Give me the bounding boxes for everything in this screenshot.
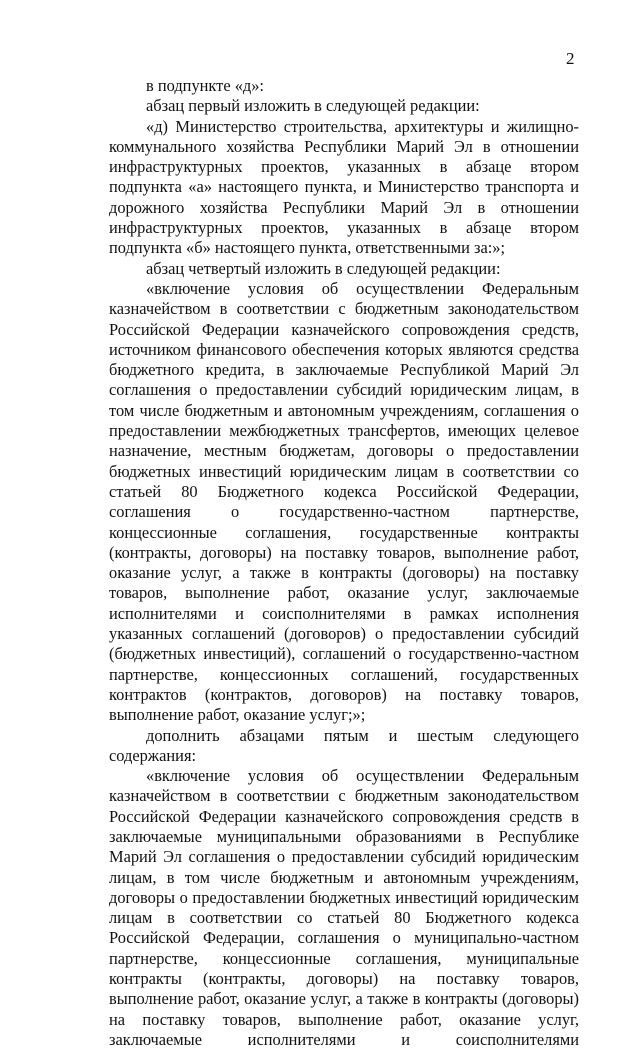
- document-body: [109, 76, 579, 1050]
- paragraph-subpoint-d: в подпункте «д»:: [146, 76, 264, 95]
- paragraph-fourth-abzac-instruction: абзац четвертый изложить в следующей редакции:: [146, 258, 501, 278]
- paragraph-fifth-abzac-text: «включение условия об осуществлении Федеральным казначейством в соответствии с бюджетным законодательством Российской Федерации казначейского сопровождения средств в заключаемые муниципальными образованиями в Республике Марий Эл соглашения о предоставлении субсидий юридическим лицам, в том числе бюджетным и автономным учреждениям, договоры о предоставлении бюджетных инвестиций юридическим лицам в соответствии со статьей 80 Бюджетного кодекса Российской Федерации, соглашения о муниципально-частном партнерстве, концессионные соглашения, муниципальные контракты (контракты, договоры) на поставку товаров, выполнение работ, оказание услуг, а также в контракты (договоры) на поставку товаров, выполнение работ, оказание услуг, заключаемые исполнителями и соисполнителями: [109, 766, 579, 1049]
- page-number: 2: [566, 49, 575, 68]
- paragraph-first-abzac-instruction: абзац первый изложить в следующей редакции:: [146, 96, 480, 116]
- paragraph-fourth-abzac-text: «включение условия об осуществлении Федеральным казначейством в соответствии с бюджетным законодательством Российской Федерации казначейского сопровождения средств, источником финансового обеспечения которых являются средства бюджетного кредита, в заключаемые Республикой Марий Эл соглашения о предоставлении субсидий юридическим лицам, в том числе бюджетным и автономным учреждениям, соглашения о предоставлении межбюджетных трансфертов, имеющих целевое назначение, местным бюджетам, договоры о предоставлении бюджетных инвестиций юридическим лицам в соответствии со статьей 80 Бюджетного кодекса Российской Федерации, соглашения о государственно-частном партнерстве, концессионные соглашения, государственные контракты (контракты, договоры) на поставку товаров, выполнение работ, оказание услуг, а также в контракты (договоры) на поставку товаров, выполнение работ, оказание услуг, заключаемые исполнителями и соисполнителями в рамках исполнения указанных соглашений (договоров) о предоставлении субсидий (бюджетных инвестиций), соглашений о государственно-частном партнерстве, концессионных соглашений, государственных контрактов (контрактов, договоров) на поставку товаров, выполнение работ, оказание услуг;»;: [109, 278, 579, 725]
- paragraph-subpoint-d-text: «д) Министерство строительства, архитектуры и жилищно-коммунального хозяйства Республики Марий Эл в отношении инфраструктурных проектов, указанных в абзаце втором подпункта «а» настоящего пункта, и Министерство транспорта и дорожного хозяйства Республики Марий Эл в отношении инфраструктурных проектов, указанных в абзаце втором подпункта «б» настоящего пункта, ответственными за:»;: [109, 116, 579, 258]
- paragraph-add-abzacs-instruction: дополнить абзацами пятым и шестым следующего содержания:: [109, 725, 579, 765]
